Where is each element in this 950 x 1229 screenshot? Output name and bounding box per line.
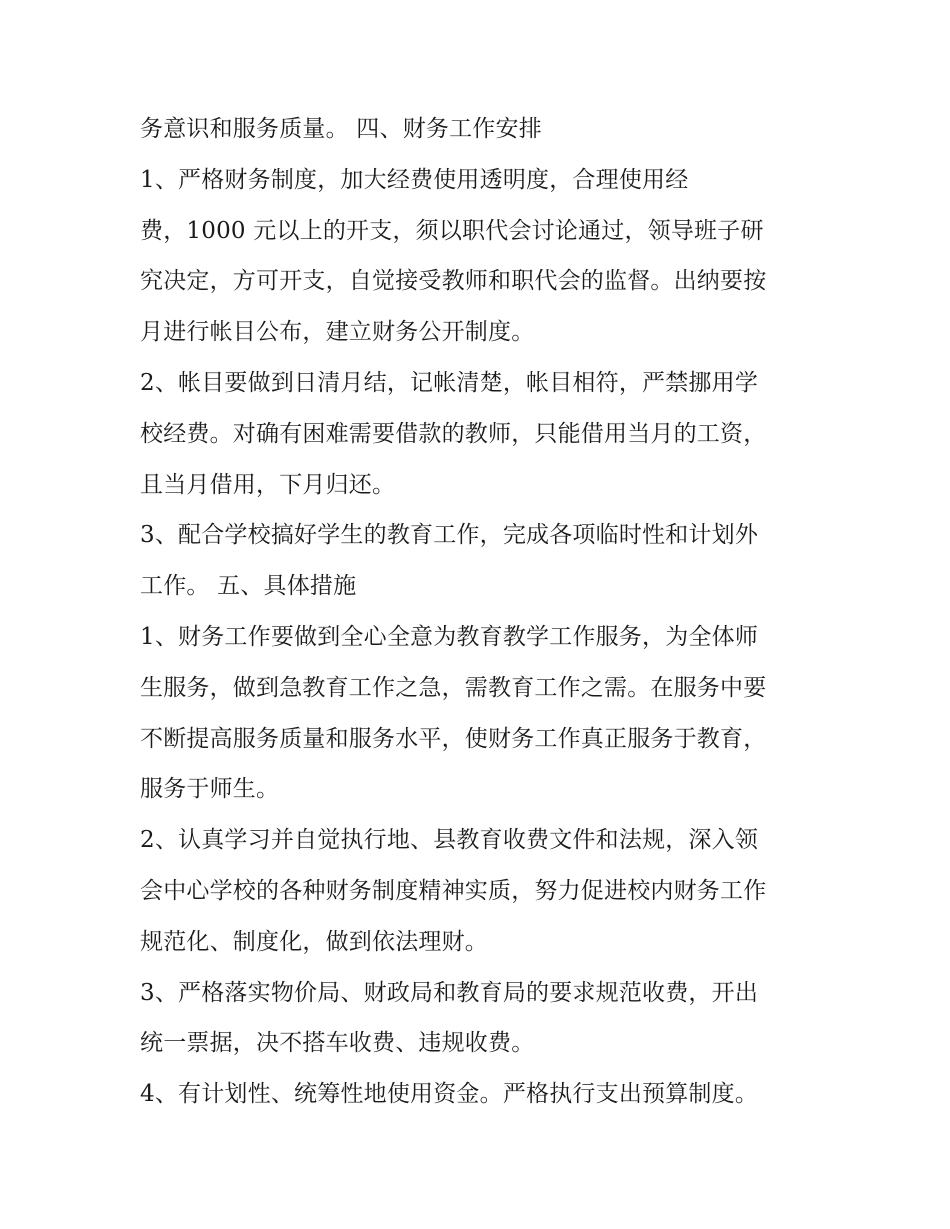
text-line: 服务于师生。 <box>140 776 280 803</box>
text-line: 不断提高服务质量和服务水平，使财务工作真正服务于教育， <box>140 725 767 752</box>
text-line: 生服务，做到急教育工作之急，需教育工作之需。在服务中要 <box>140 674 767 701</box>
text-line: 2、认真学习并自觉执行地、县教育收费文件和法规，深入领 <box>140 827 759 854</box>
text-line: 究决定，方可开支，自觉接受教师和职代会的监督。出纳要按 <box>140 268 767 295</box>
text-line: 工作。 五、具体措施 <box>140 573 357 600</box>
text-line: 统一票据，决不搭车收费、违规收费。 <box>140 1030 535 1057</box>
text-line: 3、严格落实物价局、财政局和教育局的要求规范收费，开出 <box>140 979 759 1006</box>
text-line: 费，1000 元以上的开支，须以职代会讨论通过，领导班子研 <box>140 217 764 244</box>
text-line: 4、有计划性、统筹性地使用资金。严格执行支出预算制度。 <box>140 1081 759 1108</box>
text-line: 1、严格财务制度，加大经费使用透明度，合理使用经 <box>140 166 689 193</box>
text-line: 1、财务工作要做到全心全意为教育教学工作服务，为全体师 <box>140 623 759 650</box>
text-line: 规范化、制度化，做到依法理财。 <box>140 928 488 955</box>
text-line: 2、帐目要做到日清月结，记帐清楚，帐目相符，严禁挪用学 <box>140 369 759 396</box>
text-line: 校经费。对确有困难需要借款的教师，只能借用当月的工资， <box>140 420 767 447</box>
document-body <box>140 104 830 1120</box>
text-line: 月进行帐目公布，建立财务公开制度。 <box>140 319 535 346</box>
text-line: 务意识和服务质量。 四、财务工作安排 <box>140 116 542 142</box>
text-line: 3、配合学校搞好学生的教育工作，完成各项临时性和计划外 <box>140 522 759 549</box>
text-line: 且当月借用，下月归还。 <box>140 471 396 498</box>
text-line: 会中心学校的各种财务制度精神实质，努力促进校内财务工作 <box>140 877 767 904</box>
